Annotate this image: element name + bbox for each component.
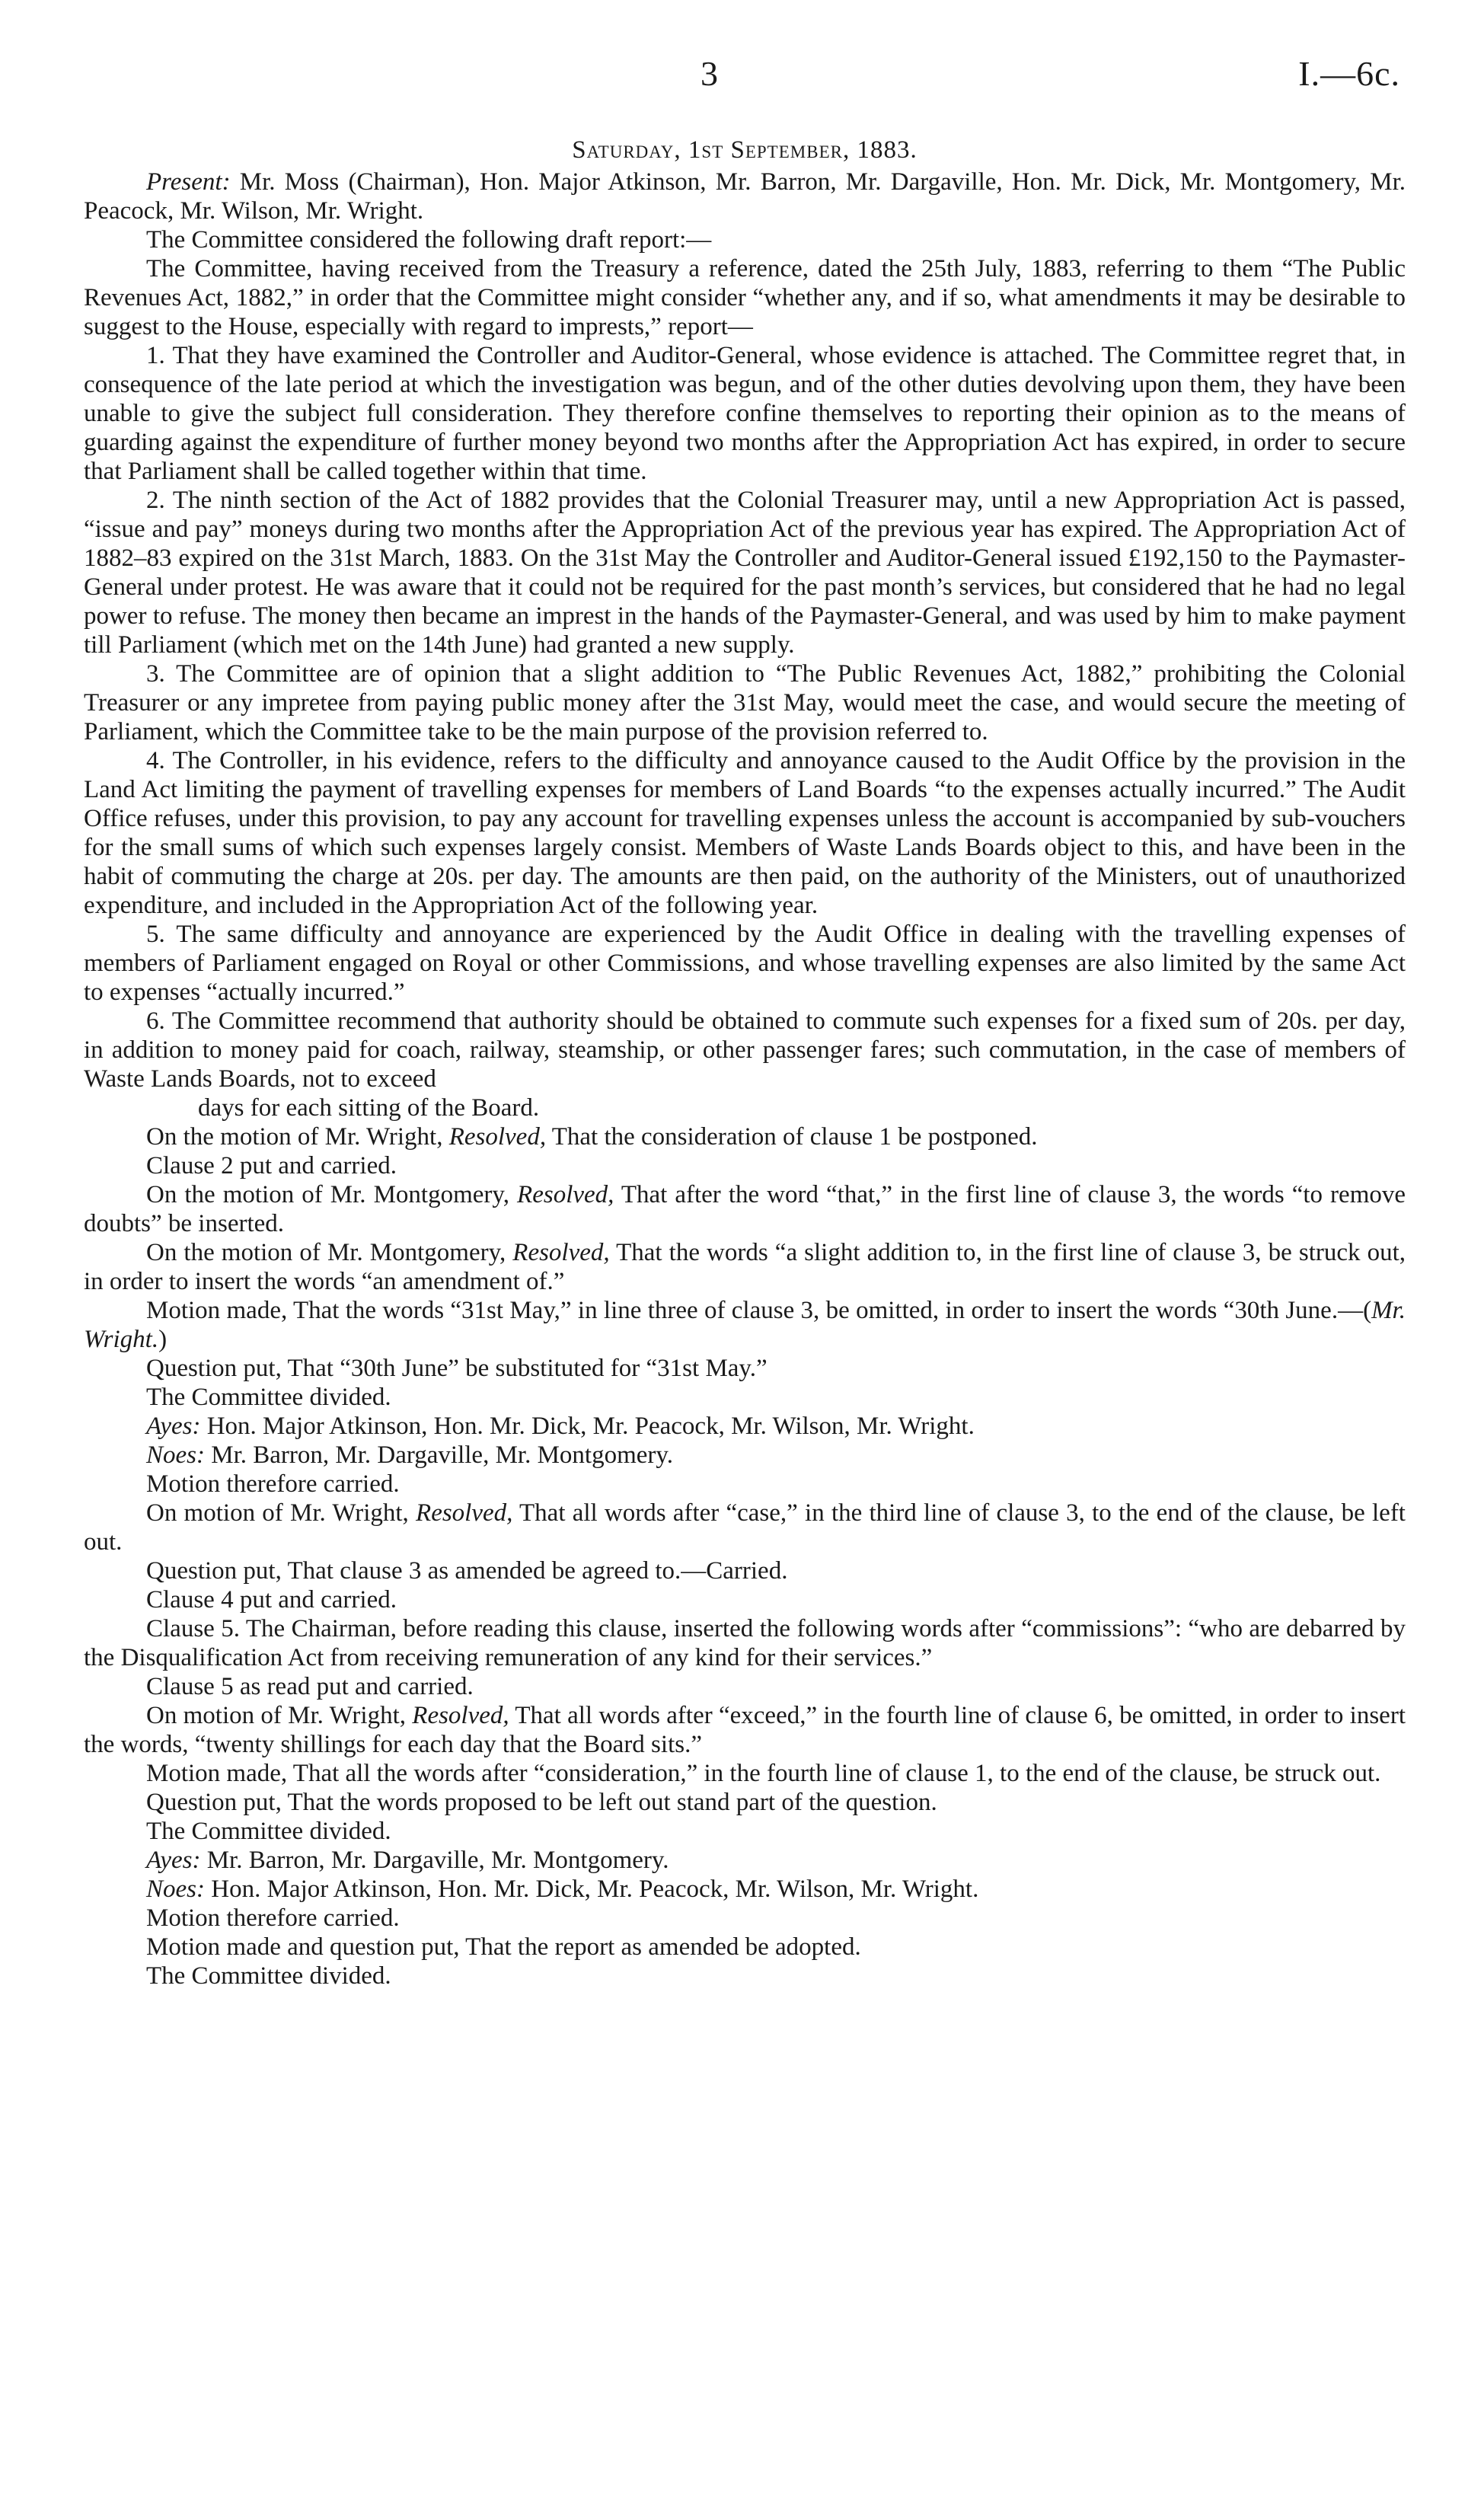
motion-15: Motion made, That all the words after “consideration,” in the fourth line of clause 1, to the end of the clause, be struck out. xyxy=(146,1760,1381,1787)
motion-6: Question put, That “30th June” be substituted for “31st May.” xyxy=(146,1355,768,1382)
noes-2 xyxy=(84,1875,1406,1904)
motion-carried-1: Motion therefore carried. xyxy=(146,1470,400,1498)
noes-names: Mr. Barron, Mr. Dargaville, Mr. Montgomery. xyxy=(205,1441,674,1469)
paragraph-considered: The Committee considered the following draft report:— xyxy=(146,226,712,254)
report-clause-1: 1. That they have examined the Controller and Auditor-General, whose evidence is attached. The Committee regret that, in consequence of the late period at which the investigation was begun, and of the other duties devolving upon them, they have been unable to give the subject full consideration. They therefore confine themselves to reporting their opinion as to the means of guarding against the expenditure of further money beyond two months after the Appropriation Act has expired, in order to secure that Parliament shall be called together within that time. xyxy=(84,342,1406,485)
motion-16: Question put, That the words proposed to be left out stand part of the question. xyxy=(146,1789,937,1816)
motion-text: On the motion of Mr. Montgomery, xyxy=(146,1181,518,1208)
report-clause-3: 3. The Committee are of opinion that a slight addition to “The Public Revenues Act, 1882,” prohibiting the Colonial Treasurer or any impretee from paying public money after the 31st May, would meet the case, and would secure the meeting of Parliament, which the Committee take to be the main purpose of the provision referred to. xyxy=(84,660,1406,745)
present-paragraph xyxy=(84,168,1406,225)
noes-names: Hon. Major Atkinson, Hon. Mr. Dick, Mr. Peacock, Mr. Wilson, Mr. Wright. xyxy=(205,1875,979,1903)
minutes-body xyxy=(84,136,1406,1990)
committee-divided-2: The Committee divided. xyxy=(146,1818,391,1845)
resolved-label: Resolved, xyxy=(448,1123,547,1151)
ayes-label: Ayes: xyxy=(146,1413,201,1440)
motion-11: Clause 4 put and carried. xyxy=(146,1586,397,1614)
clause-6-text: 6. The Committee recommend that authority should be obtained to commute such expenses for a fixed sum of 20s. per day, in addition to money paid for coach, railway, steamship, or other passenger fares; such commutation, in the case of members of Waste Lands Boards, not to exceed xyxy=(84,1007,1406,1093)
present-text: Mr. Moss (Chairman), Hon. Major Atkinson, Mr. Barron, Mr. Dargaville, Hon. Mr. Dick, Mr. Montgomery, Mr. Peacock, Mr. Wilson, Mr. Wright. xyxy=(84,168,1406,225)
report-clause-6 xyxy=(84,1007,1406,1122)
mover-name: Mr. Wright. xyxy=(84,1297,1406,1353)
noes-label: Noes: xyxy=(146,1875,205,1903)
ayes-1 xyxy=(84,1412,1406,1441)
motion-text: On motion of Mr. Wright, xyxy=(146,1702,413,1729)
motion-carried-2: Motion therefore carried. xyxy=(146,1904,400,1932)
motion-10: Question put, That clause 3 as amended be agreed to.—Carried. xyxy=(146,1557,788,1585)
date-heading: Saturday, 1st September, 1883. xyxy=(572,136,918,164)
motion-14 xyxy=(84,1701,1406,1759)
motion-text: That the words “a slight addition to, in the first line of clause 3, be struck out, in order to insert the words “an amendment of.” xyxy=(84,1239,1406,1295)
resolved-label: Resolved, xyxy=(416,1499,513,1527)
motion-12: Clause 5. The Chairman, before reading this clause, inserted the following words after “commissions”: “who are debarred by the Disqualification Act from receiving remuneration of any kind for their services.” xyxy=(84,1615,1406,1671)
ayes-names: Hon. Major Atkinson, Hon. Mr. Dick, Mr. Peacock, Mr. Wilson, Mr. Wright. xyxy=(200,1413,975,1440)
document-reference: I.—6c. xyxy=(1298,54,1400,93)
motion-text: On the motion of Mr. Montgomery, xyxy=(146,1239,513,1266)
ayes-names: Mr. Barron, Mr. Dargaville, Mr. Montgomery. xyxy=(200,1847,669,1874)
noes-1 xyxy=(84,1441,1406,1470)
report-clause-2: 2. The ninth section of the Act of 1882 provides that the Colonial Treasurer may, until a new Appropriation Act is passed, “issue and pay” moneys during two months after the Appropriation Act of the previous year has expired. The Appropriation Act of 1882–83 expired on the 31st March, 1883. On the 31st May the Controller and Auditor-General issued £192,150 to the Paymaster-General under protest. He was aware that it could not be required for the past month’s services, but considered that he had no legal power to refuse. The money then became an imprest in the hands of the Paymaster-General, and was used by him to make payment till Parliament (which met on the 14th June) had granted a new supply. xyxy=(84,487,1406,659)
noes-label: Noes: xyxy=(146,1441,205,1469)
motion-2: Clause 2 put and carried. xyxy=(146,1152,397,1179)
motion-13: Clause 5 as read put and carried. xyxy=(146,1673,474,1700)
motion-1 xyxy=(84,1122,1406,1151)
motion-19: Motion made and question put, That the report as amended be adopted. xyxy=(146,1933,861,1961)
motion-text: That all words after “exceed,” in the fourth line of clause 6, be omitted, in order to insert the words, “twenty shillings for each day that the Board sits.” xyxy=(84,1702,1406,1758)
resolved-label: Resolved, xyxy=(512,1239,610,1266)
motion-text: Motion made, That the words “31st May,” in line three of clause 3, be omitted, in order to insert the words “30th June.—( xyxy=(146,1297,1372,1324)
report-clause-4: 4. The Controller, in his evidence, refers to the difficulty and annoyance caused to the Audit Office by the provision in the Land Act limiting the payment of travelling expenses for members of Land Boards “to the expenses actually incurred.” The Audit Office refuses, under this provision, to pay any account for travelling expenses unless the account is accompanied by sub-vouchers for the small sums of which such expenses largely consist. Members of Waste Lands Boards object to this, and have been in the habit of commuting the charge at 20s. per day. The amounts are then paid, on the authority of the Ministers, out of unauthorized expenditure, and included in the Appropriation Act of the following year. xyxy=(84,747,1406,919)
motion-text: That the consideration of clause 1 be postponed. xyxy=(546,1123,1038,1151)
committee-divided-3: The Committee divided. xyxy=(146,1962,391,1990)
motion-text: That all words after “case,” in the third line of clause 3, to the end of the clause, be left out. xyxy=(84,1499,1406,1556)
motion-text: On the motion of Mr. Wright, xyxy=(146,1123,449,1151)
committee-divided-1: The Committee divided. xyxy=(146,1384,391,1411)
motion-5 xyxy=(84,1296,1406,1354)
ayes-label: Ayes: xyxy=(146,1847,201,1874)
motion-text: On motion of Mr. Wright, xyxy=(146,1499,416,1527)
resolved-label: Resolved, xyxy=(517,1181,614,1208)
motion-9 xyxy=(84,1499,1406,1556)
paragraph-intro: The Committee, having received from the Treasury a reference, dated the 25th July, 1883, referring to them “The Public Revenues Act, 1882,” in order that the Committee might consider “whether any, and if so, what amendments it may be desirable to suggest to the House, especially with regard to imprests,” report— xyxy=(84,255,1406,340)
clause-6-end: days for each sitting of the Board. xyxy=(198,1094,540,1122)
page-number: 3 xyxy=(701,54,718,93)
motion-4 xyxy=(84,1238,1406,1296)
report-clause-5: 5. The same difficulty and annoyance are experienced by the Audit Office in dealing with the travelling expenses of members of Parliament engaged on Royal or other Commissions, and whose travelling expenses are also limited by the same Act to expenses “actually incurred.” xyxy=(84,921,1406,1006)
ayes-2 xyxy=(84,1846,1406,1875)
resolved-label: Resolved, xyxy=(412,1702,509,1729)
present-label: Present: xyxy=(146,168,231,196)
motion-text: That after the word “that,” in the first line of clause 3, the words “to remove doubts” be inserted. xyxy=(84,1181,1406,1237)
motion-3 xyxy=(84,1180,1406,1238)
motion-text: ) xyxy=(158,1326,168,1353)
